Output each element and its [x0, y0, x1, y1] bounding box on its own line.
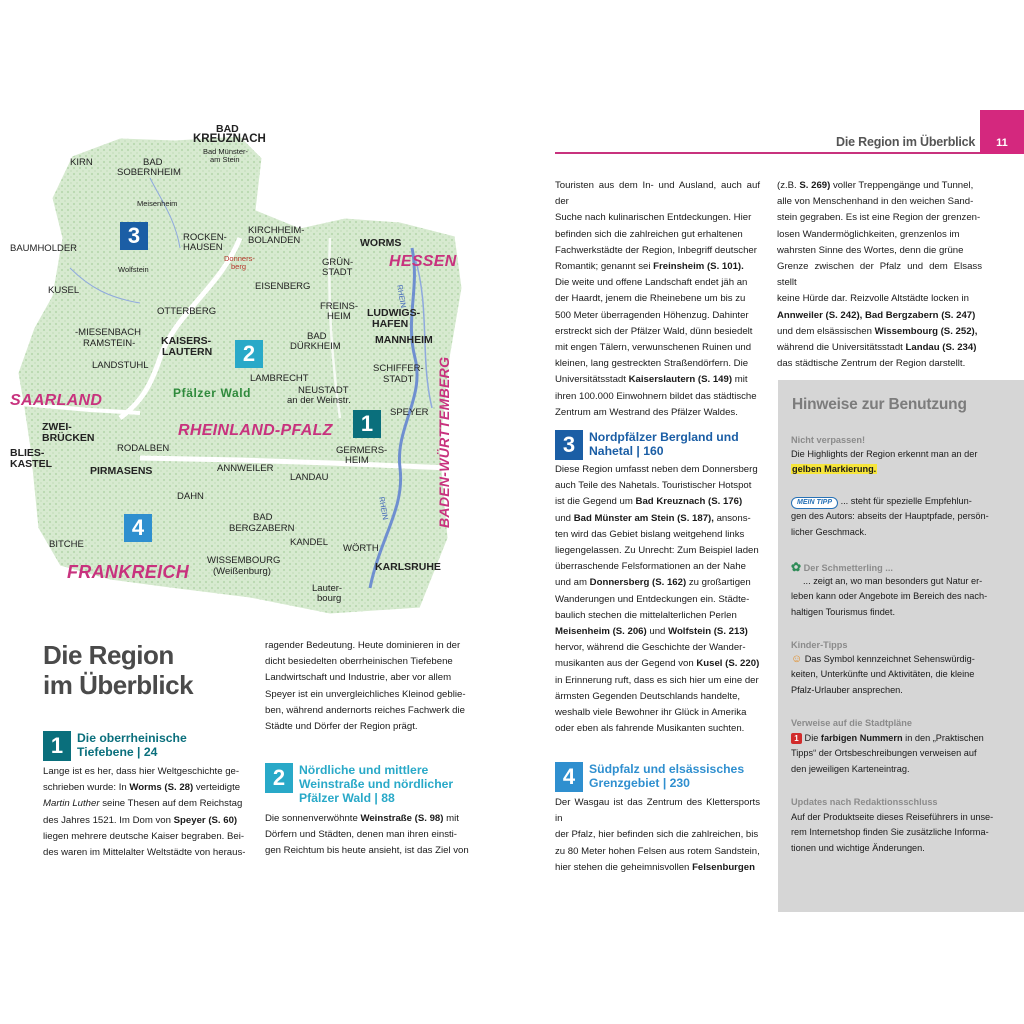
map-town: HAUSEN — [183, 242, 223, 253]
map-town: RAMSTEIN- — [83, 338, 136, 349]
map-town: HAFEN — [372, 318, 409, 330]
map-town: (Weißenburg) — [213, 566, 271, 577]
map-town: GRÜN- — [322, 257, 354, 268]
highlight-marker: gelben Markierung. — [792, 464, 877, 475]
note-heading: Updates nach Redaktionsschluss — [791, 797, 938, 807]
map-town: DÜRKHEIM — [290, 341, 341, 352]
map-town: MANNHEIM — [375, 334, 433, 346]
map-town: an der Weinstr. — [287, 395, 351, 406]
map-town: BAD — [143, 157, 163, 168]
map-town: LAMBRECHT — [250, 373, 309, 384]
map-town: BLIES- — [10, 447, 45, 459]
map-town: Wolfstein — [118, 265, 149, 274]
map-town: Bad Münster- — [203, 147, 249, 156]
map-town: BITCHE — [49, 539, 84, 550]
map-town: Lauter- — [312, 583, 343, 594]
section-number: 3 — [555, 430, 583, 460]
right-column-1-text: Touristen aus dem In- und Ausland, auch auf der Suche nach kulinarischen Entdeckungen. Hier befinden sich die zahlreichen gut erhaltenen Fachwerkstädte der Region, Inbegriff deutscher Romantik; genannt sei Freinsheim (S. 101). Die weite und offene Landschaft endet jäh an der Haardt, jenem die Rheinebene um bis zu 500 Meter überragenden Höhenzug. Dahinter erstreckt sich der Pfälzer Wald, dünn besiedelt mit engen Tälern, verwunschenen Ruinen und kleinen, lang gestreckten Straßendörfern. Die Universitätsstadt Kaiserslautern (S. 149) mit ihren 100.000 Einwohnern bildet das städtische Zentrum am Westrand des Pfälzer Waldes. — [555, 180, 760, 418]
map-region-saarland: SAARLAND — [10, 392, 103, 409]
map-region-number-2: 2 — [235, 340, 263, 368]
section-2-text: Die sonnenverwöhnte Weinstraße (S. 98) mit Dörfern und Städten, denen man ihren einsti- gen Reichtum bis heute ansieht, ist das Ziel von — [265, 813, 469, 857]
map-town: SOBERNHEIM — [117, 167, 181, 178]
map-town: WISSEMBOURG — [207, 555, 281, 566]
note-heading: Nicht verpassen! — [791, 435, 866, 445]
section-number: 1 — [43, 731, 71, 761]
note-text: 1 Die farbigen Nummern in den „Praktischen Tipps“ der Ortsbeschreibungen verweisen auf den jeweiligen Karteneintrag. — [791, 733, 984, 774]
region-map — [0, 118, 470, 618]
map-town: SPEYER — [390, 407, 429, 418]
map-number-icon: 1 — [791, 733, 802, 744]
map-town: LANDSTUHL — [92, 360, 149, 371]
kids-icon: ☺ — [791, 653, 803, 665]
map-town: KREUZNACH — [193, 133, 266, 145]
map-town: KIRN — [70, 157, 93, 168]
map-town: Meisenheim — [137, 199, 178, 208]
map-town: BAUMHOLDER — [10, 243, 78, 254]
map-town: berg — [231, 262, 247, 271]
map-label-pfaelzer-wald: Pfälzer Wald — [173, 386, 252, 400]
note-text: MEIN TIPP ... steht für spezielle Empfehlun- gen des Autors: abseits der Hauptpfade, persön- licher Geschmack. — [791, 496, 989, 537]
note-heading: ✿ Der Schmetterling ... — [791, 560, 893, 574]
map-town: ROCKEN- — [183, 232, 227, 243]
butterfly-icon: ✿ — [791, 560, 802, 574]
map-town: WÖRTH — [343, 543, 379, 554]
map-town: HEIM — [345, 455, 369, 466]
usage-notes-box — [778, 380, 1024, 912]
note-text: Auf der Produktseite dieses Reiseführers in unse- rem Internetshop finden Sie zusätzliche Informa- tionen und wichtige Änderungen. — [791, 812, 994, 853]
map-town: SCHIFFER- — [373, 363, 424, 374]
map-town: BRÜCKEN — [42, 432, 95, 444]
map-town: KASTEL — [10, 458, 52, 470]
section-3-text: Diese Region umfasst neben dem Donnersberg auch Teile des Nahetals. Touristischer Hotspot ist die Gegend um Bad Kreuznach (S. 176) und Bad Münster am Stein (S. 187), ansons- ten wird das Gebiet bislang weitgehend links liegengelassen. Zu Unrecht: Zum Beispiel laden überraschende Felsformationen an der Nahe und am Donnersberg (S. 162) zu großartigen Wanderungen und Entdeckungen ein. Städte- baulich stechen die mittelalterlichen Perlen Meisenheim (S. 206) und Wolfstein (S. 213) hervor, während die Geschichte der Wander- musikanten aus der Gegend von Kusel (S. 220) in Erinnerung ruft, dass es sich hier um eine der ärmsten Gegenden Deutschlands handelte, weshalb viele Bewohner ihr Glück in Amerika oder eben als fahrende Musikanten suchten. — [555, 464, 760, 735]
map-region-hessen: HESSEN — [389, 253, 457, 270]
right-column-2-text: (z.B. S. 269) voller Treppengänge und Tunnel, alle von Menschenhand in den weichen Sand- stein gegraben. Es ist eine Region der grenzen- losen Wandermöglichkeiten, grenzenlos im wahrsten Sinne des Wortes, denn die grüne Grenze zwischen der Pfalz und dem Elsass stellt keine Hürde dar. Reizvolle Altstädte locken in Annweiler (S. 242), Bad Bergzabern (S. 247) und dem elsässischen Wissembourg (S. 252), während die Universitätsstadt Landau (S. 234) das städtische Zentrum der Region darstellt. — [777, 180, 982, 370]
map-river-label: RHEIN — [377, 496, 391, 521]
map-town: KANDEL — [290, 537, 329, 548]
note-text: ☺ Das Symbol kennzeichnet Sehenswürdig- keiten, Unterkünfte und Aktivitäten, die kleine Pfalz-Urlauber ansprechen. — [791, 653, 975, 695]
section-number: 2 — [265, 763, 293, 793]
section-2-heading — [265, 763, 453, 805]
map-town: LUDWIGS- — [367, 307, 421, 319]
map-town: -MIESENBACH — [75, 327, 141, 338]
page-number-box: 11 — [980, 110, 1024, 154]
map-town: bourg — [317, 593, 342, 604]
map-region-baden-wuerttemberg: BADEN-WÜRTTEMBERG — [436, 356, 452, 528]
section-title: Nördliche und mittlere Weinstraße und nördlicher Pfälzer Wald | 88 — [299, 763, 454, 805]
map-town: HEIM — [327, 311, 351, 322]
map-town: BOLANDEN — [248, 235, 301, 246]
map-town: BAD — [216, 123, 239, 135]
map-town: BERGZABERN — [229, 523, 295, 534]
map-town: GERMERS- — [336, 445, 388, 456]
map-region-number-4: 4 — [124, 514, 152, 542]
map-town: EISENBERG — [255, 281, 311, 292]
section-1-text: Lange ist es her, dass hier Weltgeschichte ge- schrieben wurde: In Worms (S. 28) verteidigte Martin Luther seine Thesen auf dem Reichstag des Jahres 1521. Im Dom von Speyer (S. 60) liegen mehrere deutsche Kaiser begraben. Bei- des waren im Mittelalter Weltstädte von heraus- — [43, 766, 246, 859]
map-town: NEUSTADT — [298, 385, 349, 396]
section-4-text: Der Wasgau ist das Zentrum des Klettersports in der Pfalz, hier befinden sich die zahlreichen, bis zu 80 Meter hohen Felsen aus rotem Sandstein, hier stehen die geheimnisvollen Felsenburgen — [555, 797, 760, 873]
map-town: KUSEL — [48, 285, 80, 296]
note-text: Die Highlights der Region erkennt man an der gelben Markierung. — [791, 449, 978, 475]
section-number: 4 — [555, 762, 583, 792]
map-town: ZWEI- — [42, 421, 72, 433]
map-town: OTTERBERG — [157, 306, 217, 317]
map-town: DAHN — [177, 491, 204, 502]
note-text: ... zeigt an, wo man besonders gut Natur er- leben kann oder Angebote im Bereich des nach- haltigen Tourismus findet. — [791, 576, 988, 617]
section-title: Südpfalz und elsässisches Grenzgebiet | 230 — [589, 762, 745, 790]
map-town: RODALBEN — [117, 443, 170, 454]
map-river-label: RHEIN — [395, 284, 409, 309]
mein-tipp-icon: MEIN TIPP — [791, 497, 838, 509]
header-rule — [555, 152, 980, 154]
map-town: LANDAU — [290, 472, 329, 483]
section-title: Nordpfälzer Bergland und Nahetal | 160 — [589, 430, 739, 458]
map-town: am Stein — [210, 155, 240, 164]
usage-notes-title: Hinweise zur Benutzung — [792, 396, 967, 413]
column-2-text: ragender Bedeutung. Heute dominieren in der dicht besiedelten oberrheinischen Tiefebene Landwirtschaft und Industrie, aber vor allem Speyer ist ein unvergleichliches Kleinod geblie- ben, während andernorts reiches Fachwerk die Städte und Dörfer der Region prägt. — [265, 640, 466, 733]
map-town: BAD — [253, 512, 273, 523]
map-town: STADT — [322, 267, 353, 278]
map-town: STADT — [383, 374, 414, 385]
map-town: KARLSRUHE — [375, 561, 441, 573]
map-town: KIRCHHEIM- — [248, 225, 305, 236]
map-town: FREINS- — [320, 301, 358, 312]
section-4-heading — [555, 762, 744, 792]
map-region-rheinland-pfalz: RHEINLAND-PFALZ — [178, 422, 333, 439]
section-3-heading — [555, 430, 739, 460]
map-town: WORMS — [360, 237, 402, 249]
section-1-heading — [43, 731, 187, 761]
map-region-frankreich: FRANKREICH — [67, 562, 189, 582]
map-region-number-1: 1 — [353, 410, 381, 438]
section-title: Die oberrheinische Tiefebene | 24 — [77, 731, 187, 759]
map-town: Donners- — [224, 254, 255, 263]
map-town: BAD — [307, 331, 327, 342]
map-town: ANNWEILER — [217, 463, 274, 474]
note-heading: Kinder-Tipps — [791, 640, 848, 650]
map-town: KAISERS- — [161, 335, 212, 347]
running-head: Die Region im Überblick — [836, 135, 976, 149]
note-heading: Verweise auf die Stadtpläne — [791, 718, 913, 728]
map-town: PIRMASENS — [90, 465, 153, 477]
map-region-number-3: 3 — [120, 222, 148, 250]
map-town: LAUTERN — [162, 346, 213, 358]
page-title: Die Region im Überblick — [43, 640, 194, 700]
